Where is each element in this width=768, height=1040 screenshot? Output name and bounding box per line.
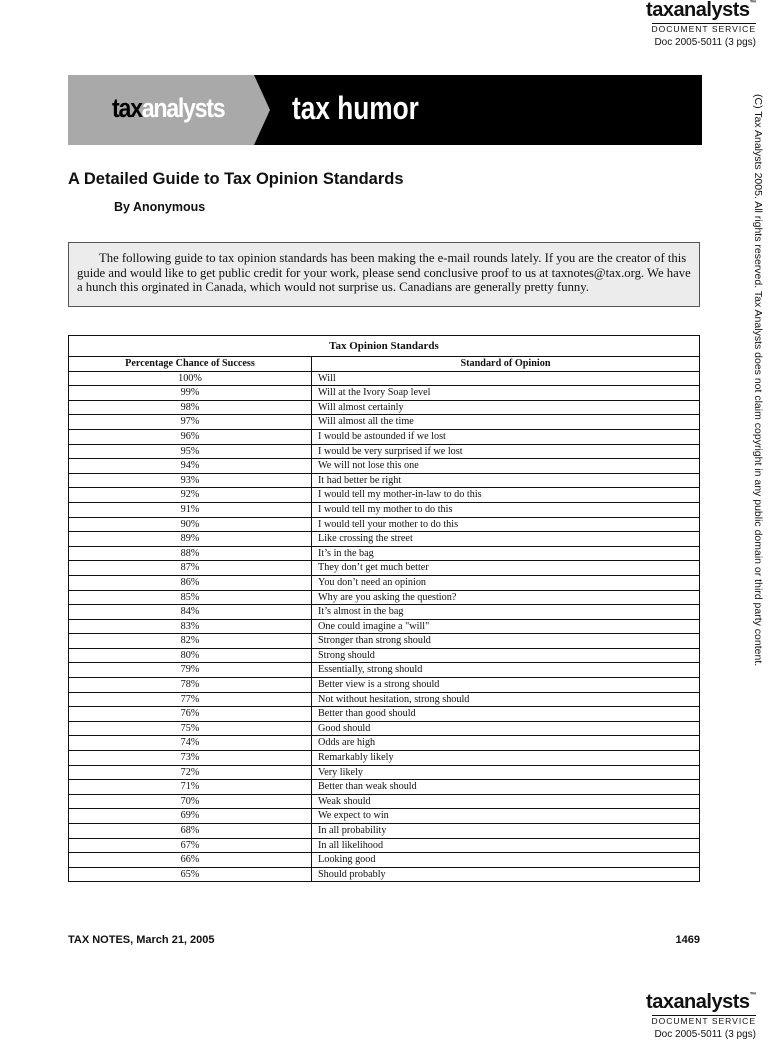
cell-standard: I would tell my mother to do this <box>312 502 700 517</box>
doc-id: Doc 2005-5011 (3 pgs) <box>654 37 756 48</box>
article-title: A Detailed Guide to Tax Opinion Standards <box>68 170 404 188</box>
table-row <box>69 590 700 605</box>
cell-standard: They don’t get much better <box>312 561 700 576</box>
table-row <box>69 546 700 561</box>
table-row <box>69 371 700 386</box>
cell-standard: You don’t need an opinion <box>312 575 700 590</box>
table-row <box>69 386 700 401</box>
cell-standard: Will <box>312 371 700 386</box>
table-caption: Tax Opinion Standards <box>69 336 700 357</box>
table-row <box>69 824 700 839</box>
table-row <box>69 444 700 459</box>
cell-standard: Stronger than strong should <box>312 634 700 649</box>
cell-standard: Strong should <box>312 648 700 663</box>
cell-standard: Not without hesitation, strong should <box>312 692 700 707</box>
table-row <box>69 692 700 707</box>
cell-standard: Better than good should <box>312 707 700 722</box>
table-row <box>69 867 700 882</box>
document-service-stamp-bottom <box>646 992 756 1040</box>
cell-percentage: 100% <box>69 371 312 386</box>
cell-standard: Will almost certainly <box>312 400 700 415</box>
cell-standard: Looking good <box>312 853 700 868</box>
table-row <box>69 605 700 620</box>
table-row <box>69 502 700 517</box>
cell-standard: Should probably <box>312 867 700 882</box>
cell-standard: I would be astounded if we lost <box>312 429 700 444</box>
banner-logo <box>112 88 224 128</box>
cell-percentage: 87% <box>69 561 312 576</box>
table-row <box>69 853 700 868</box>
cell-standard: We expect to win <box>312 809 700 824</box>
cell-percentage: 85% <box>69 590 312 605</box>
cell-standard: Better view is a strong should <box>312 678 700 693</box>
table-row <box>69 809 700 824</box>
cell-standard: Remarkably likely <box>312 751 700 766</box>
article-byline: By Anonymous <box>114 200 206 214</box>
table-row <box>69 561 700 576</box>
cell-percentage: 92% <box>69 488 312 503</box>
cell-standard: Good should <box>312 721 700 736</box>
banner-logo-tax: tax <box>112 93 142 123</box>
cell-standard: It had better be right <box>312 473 700 488</box>
table-row <box>69 415 700 430</box>
document-service-label: DOCUMENT SERVICE <box>651 1016 756 1026</box>
logo-tax: tax <box>646 991 674 1013</box>
cell-percentage: 82% <box>69 634 312 649</box>
logo-analysts: analysts <box>673 991 750 1013</box>
cell-standard: Will at the Ivory Soap level <box>312 386 700 401</box>
page-number: 1469 <box>675 934 700 946</box>
cell-standard: Why are you asking the question? <box>312 590 700 605</box>
header-standard: Standard of Opinion <box>312 357 700 372</box>
cell-percentage: 78% <box>69 678 312 693</box>
table-row <box>69 663 700 678</box>
cell-standard: I would be very surprised if we lost <box>312 444 700 459</box>
cell-percentage: 96% <box>69 429 312 444</box>
cell-standard: Like crossing the street <box>312 532 700 547</box>
logo-analysts: analysts <box>673 0 750 21</box>
cell-percentage: 79% <box>69 663 312 678</box>
table-row <box>69 780 700 795</box>
cell-percentage: 99% <box>69 386 312 401</box>
cell-percentage: 88% <box>69 546 312 561</box>
footer-publication: TAX NOTES, March 21, 2005 <box>68 934 215 946</box>
cell-standard: It’s almost in the bag <box>312 605 700 620</box>
logo-trademark: ™ <box>749 0 756 7</box>
banner-arrow <box>254 75 270 145</box>
intro-box: The following guide to tax opinion standards has been making the e-mail rounds lately. If you are the creator of this guide and would like to get public credit for your work, please send conclusive proof to us at taxnotes@tax.org. We have a hunch this orginated in Canada, which would not surprise us. Canadians are generally pretty funny. <box>68 242 700 307</box>
cell-standard: We will not lose this one <box>312 459 700 474</box>
cell-percentage: 97% <box>69 415 312 430</box>
cell-standard: It’s in the bag <box>312 546 700 561</box>
cell-percentage: 83% <box>69 619 312 634</box>
banner-logo-analysts: analysts <box>141 93 225 123</box>
document-service-stamp-top <box>646 0 756 48</box>
logo-trademark: ™ <box>749 992 756 999</box>
cell-percentage: 67% <box>69 838 312 853</box>
table-row <box>69 751 700 766</box>
table-row <box>69 721 700 736</box>
cell-standard: In all likelihood <box>312 838 700 853</box>
cell-percentage: 94% <box>69 459 312 474</box>
cell-percentage: 91% <box>69 502 312 517</box>
document-service-label: DOCUMENT SERVICE <box>651 24 756 34</box>
table-row <box>69 575 700 590</box>
cell-standard: One could imagine a "will" <box>312 619 700 634</box>
cell-percentage: 65% <box>69 867 312 882</box>
table-row <box>69 707 700 722</box>
cell-percentage: 98% <box>69 400 312 415</box>
tax-analysts-logo <box>646 992 756 1012</box>
table-row <box>69 765 700 780</box>
cell-percentage: 77% <box>69 692 312 707</box>
opinion-standards-table <box>68 335 700 882</box>
cell-standard: Weak should <box>312 794 700 809</box>
table-row <box>69 619 700 634</box>
cell-standard: I would tell my mother-in-law to do this <box>312 488 700 503</box>
cell-percentage: 68% <box>69 824 312 839</box>
cell-standard: Very likely <box>312 765 700 780</box>
table-row <box>69 794 700 809</box>
table-row <box>69 634 700 649</box>
table-body <box>69 371 700 882</box>
cell-percentage: 70% <box>69 794 312 809</box>
section-title: tax humor <box>292 90 419 126</box>
table-row <box>69 532 700 547</box>
tax-analysts-logo <box>646 0 756 20</box>
cell-percentage: 71% <box>69 780 312 795</box>
table-row <box>69 648 700 663</box>
table-row <box>69 459 700 474</box>
cell-percentage: 75% <box>69 721 312 736</box>
logo-tax: tax <box>646 0 674 21</box>
cell-standard: Better than weak should <box>312 780 700 795</box>
cell-standard: Odds are high <box>312 736 700 751</box>
cell-percentage: 93% <box>69 473 312 488</box>
table-row <box>69 678 700 693</box>
table-row <box>69 429 700 444</box>
cell-standard: Will almost all the time <box>312 415 700 430</box>
table-row <box>69 838 700 853</box>
cell-percentage: 95% <box>69 444 312 459</box>
cell-percentage: 72% <box>69 765 312 780</box>
copyright-notice: (C) Tax Analysts 2005. All rights reserved. Tax Analysts does not claim copyright in any public domain or third party content. <box>752 94 764 667</box>
table-row <box>69 736 700 751</box>
cell-percentage: 84% <box>69 605 312 620</box>
cell-standard: I would tell your mother to do this <box>312 517 700 532</box>
cell-standard: In all probability <box>312 824 700 839</box>
cell-percentage: 90% <box>69 517 312 532</box>
table-row <box>69 517 700 532</box>
table-row <box>69 400 700 415</box>
cell-standard: Essentially, strong should <box>312 663 700 678</box>
doc-id: Doc 2005-5011 (3 pgs) <box>654 1029 756 1040</box>
cell-percentage: 74% <box>69 736 312 751</box>
cell-percentage: 76% <box>69 707 312 722</box>
cell-percentage: 69% <box>69 809 312 824</box>
header-percentage: Percentage Chance of Success <box>69 357 312 372</box>
table-row <box>69 488 700 503</box>
cell-percentage: 66% <box>69 853 312 868</box>
cell-percentage: 73% <box>69 751 312 766</box>
cell-percentage: 89% <box>69 532 312 547</box>
cell-percentage: 80% <box>69 648 312 663</box>
cell-percentage: 86% <box>69 575 312 590</box>
table-row <box>69 473 700 488</box>
